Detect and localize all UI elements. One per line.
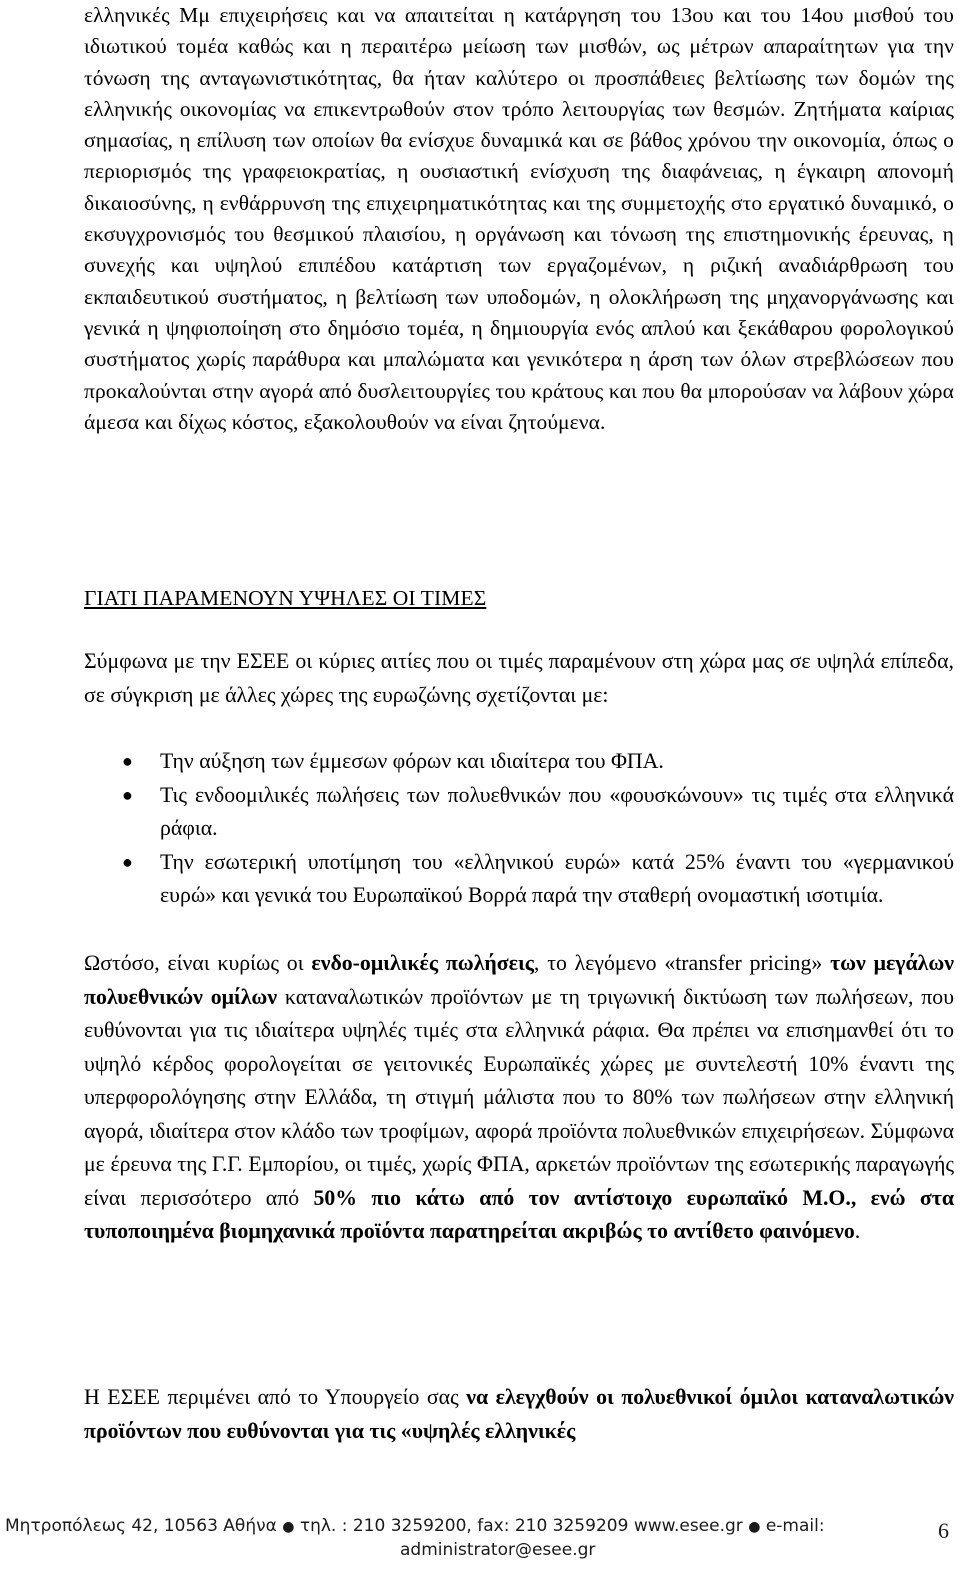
bold-phrase: 50% πιο κάτω από τον αντίστοιχο ευρωπαϊκό Μ.Ο., ενώ στα τυποποιημένα βιομηχανικά προϊόντα παρατηρείται ακριβώς το αντίθετο φαινόμενο	[84, 1185, 954, 1243]
footer-website-link[interactable]: www.esee.gr	[633, 1516, 743, 1536]
separator-dot-icon: ●	[748, 1519, 761, 1535]
bullet-icon: ●	[122, 784, 133, 805]
bullet-icon: ●	[122, 851, 133, 872]
bold-phrase: ενδο-ομιλικές πωλήσεις	[311, 951, 534, 975]
footer-email-label: e-mail:	[765, 1516, 825, 1536]
footer-email-link[interactable]: administrator@esee.gr	[400, 1540, 596, 1560]
footer-address: Μητροπόλεως 42, 10563 Αθήνα	[5, 1516, 277, 1536]
body-paragraph-3: Ωστόσο, είναι κυρίως οι ενδο-ομιλικές πωλήσεις, το λεγόμενο «transfer pricing» των μεγάλων πολυεθνικών ομίλων καταναλωτικών προϊόντων με τη τριγωνική δικτύωση των πωλήσεων, που ευθύνονται για τις ιδιαίτερα υψηλές τιμές στα ελληνικά ράφια. Θα πρέπει να επισημανθεί ότι το υψηλό κέρδος φορολογείται σε γειτονικές Ευρωπαϊκές χώρες με συντελεστή 10% έναντι της υπερφορολόγησης στην Ελλάδα, τη στιγμή μάλιστα που το 80% των πωλήσεων στην ελληνική αγορά, ιδιαίτερα στον κλάδο των τροφίμων, αφορά προϊόντα πολυεθνικών επιχειρήσεων. Σύμφωνα με έρευνα της Γ.Γ. Εμπορίου, οι τιμές, χωρίς ΦΠΑ, αρκετών προϊόντων της εσωτερικής παραγωγής είναι περισσότερο από 50% πιο κάτω από τον αντίστοιχο ευρωπαϊκό Μ.Ο., ενώ στα τυποποιημένα βιομηχανικά προϊόντα παρατηρείται ακριβώς το αντίθετο φαινόμενο.	[84, 951, 955, 1243]
document-page	[84, 0, 955, 1443]
section-heading: ΓΙΑΤΙ ΠΑΡΑΜΕΝΟΥΝ ΥΨΗΛΕΣ ΟΙ ΤΙΜΕΣ	[84, 586, 487, 610]
bold-phrase: να ελεγχθούν οι πολυεθνικοί όμιλοι καταναλωτικών προϊόντων που ευθύνονται για τις «υψηλές ελληνικές	[84, 1385, 954, 1443]
page-footer	[0, 1512, 960, 1573]
causes-bullet-list	[84, 745, 954, 913]
footer-contact-line	[5, 1516, 825, 1536]
footer-phone: τηλ. : 210 3259200,	[299, 1516, 472, 1536]
body-paragraph-2: Σύμφωνα με την ΕΣΕΕ οι κύριες αιτίες που οι τιμές παραμένουν στη χώρα μας σε υψηλά επίπεδα, σε σύγκριση με άλλες χώρες της ευρωζώνης σχετίζονται με:	[84, 649, 954, 707]
footer-fax: fax: 210 3259209	[477, 1516, 629, 1536]
body-paragraph-1: ελληνικές Μμ επιχειρήσεις και να απαιτείται η κατάργηση του 13ου και του 14ου μισθού του ιδιωτικού τομέα καθώς και η περαιτέρω μείωση των μισθών, ως μέτρων απαραίτητων για την τόνωση της ανταγωνιστικότητας, θα ήταν καλύτερο οι προσπάθειες βελτίωσης των δομών της ελληνικής οικονομίας να επικεντρωθούν στον τρόπο λειτουργίας των θεσμών. Ζητήματα καίριας σημασίας, η επίλυση των οποίων θα ενίσχυε δυναμικά και σε βάθος χρόνου την οικονομία, όπως ο περιορισμός της γραφειοκρατίας, η ουσιαστική ενίσχυση της διαφάνειας, η έγκαιρη απονομή δικαιοσύνης, η ενθάρρυνση της επιχειρηματικότητας και της συμμετοχής στο εργατικό δυναμικό, ο εκσυγχρονισμός του θεσμικού πλαισίου, η οργάνωση και τόνωση της επιστημονικής έρευνας, η συνεχής και υψηλού επιπέδου κατάρτιση των εργαζομένων, η ριζική αναδιάρθρωση του εκπαιδευτικού συστήματος, η βελτίωση των υποδομών, η ολοκλήρωση της μηχανοργάνωσης και γενικά η ψηφιοποίηση στο δημόσιο τομέα, η δημιουργία ενός απλού και ξεκάθαρου φορολογικού συστήματος χωρίς παράθυρα και μπαλώματα και γενικότερα η άρση των όλων στρεβλώσεων που προκαλούνται στην αγορά από δυσλειτουργίες του κράτους και που θα μπορούσαν να λάβουν χώρα άμεσα και δίχως κόστος, εξακολουθούν να είναι ζητούμενα.	[84, 3, 954, 434]
list-item: ● Τις ενδοομιλικές πωλήσεις των πολυεθνικών που «φουσκώνουν» τις τιμές στα ελληνικά ράφια.	[84, 779, 954, 846]
list-item: ● Την εσωτερική υποτίμηση του «ελληνικού ευρώ» κατά 25% έναντι του «γερμανικού ευρώ» και γενικά του Ευρωπαϊκού Βορρά παρά την σταθερή ονομαστική ισοτιμία.	[84, 846, 954, 913]
separator-dot-icon: ●	[282, 1519, 295, 1535]
list-item: ● Την αύξηση των έμμεσων φόρων και ιδιαίτερα του ΦΠΑ.	[84, 745, 954, 779]
page-number: 6	[938, 1518, 949, 1543]
bullet-icon: ●	[122, 751, 133, 771]
bold-phrase: των μεγάλων πολυεθνικών ομίλων	[84, 951, 955, 1009]
body-paragraph-4: Η ΕΣΕΕ περιμένει από το Υπουργείο σας να ελεγχθούν οι πολυεθνικοί όμιλοι καταναλωτικών προϊόντων που ευθύνονται για τις «υψηλές ελληνικές	[84, 1385, 954, 1443]
